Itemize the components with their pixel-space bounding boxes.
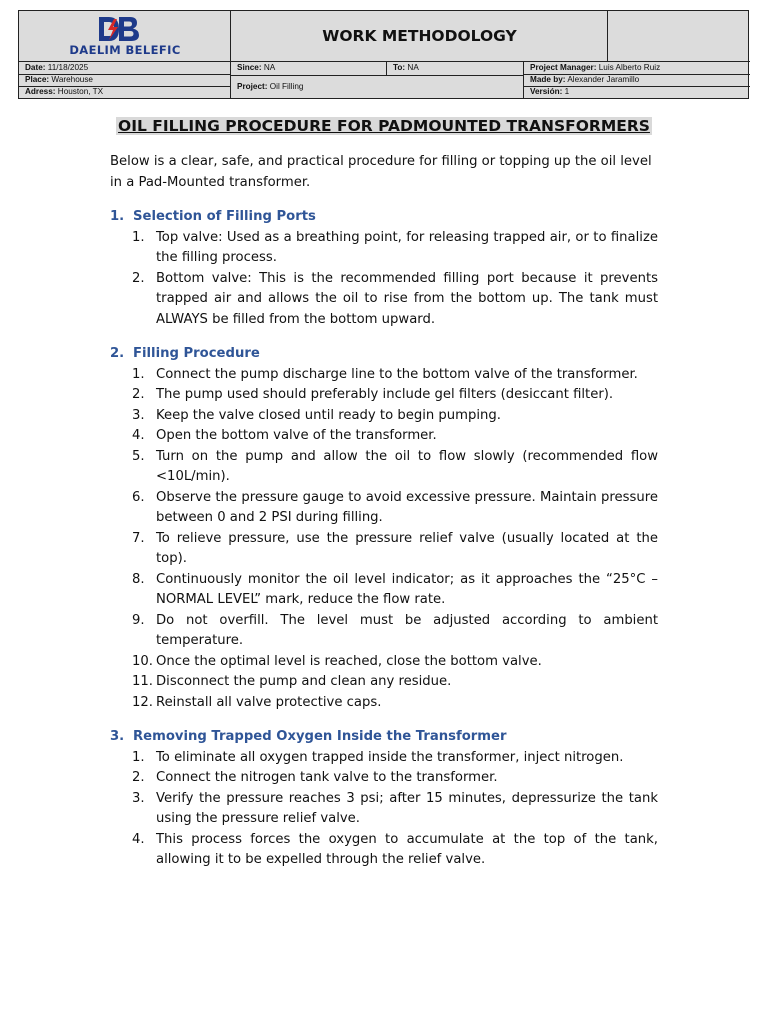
list-item-text: Disconnect the pump and clean any residue.: [156, 674, 452, 689]
list-item: [110, 611, 658, 652]
list-item-number: 3.: [132, 407, 145, 423]
header-title: WORK METHODOLOGY: [322, 27, 517, 45]
date-field: Date: 11/18/2025: [25, 63, 89, 72]
list-item-number: 5.: [132, 448, 145, 464]
list-item: [110, 365, 658, 386]
list-item: [110, 488, 658, 529]
made-by-field: Made by: Alexander Jaramillo: [530, 75, 640, 84]
place-field: Place: Warehouse: [25, 75, 93, 84]
list-item: [110, 269, 658, 331]
list-item-text: Open the bottom valve of the transformer.: [156, 428, 437, 443]
version-field: Versión: 1: [530, 87, 570, 96]
list-item-text: Once the optimal level is reached, close the bottom valve.: [156, 653, 542, 669]
list-item-number: 12.: [132, 694, 153, 710]
list-item: [110, 385, 658, 406]
list-item-text: To eliminate all oxygen trapped inside the transformer, inject nitrogen.: [156, 749, 624, 765]
list-item-number: 1.: [132, 749, 145, 765]
company-logo: [19, 11, 231, 61]
list-item-number: 11.: [132, 674, 153, 689]
list-item: [110, 652, 658, 673]
address-field: Adress: Houston, TX: [25, 87, 104, 96]
list-item-text: Verify the pressure reaches 3 psi; after 15 minutes, depressurize the tank using the pressure relief valve.: [156, 790, 658, 826]
document-header: [18, 10, 749, 99]
list-item-text: Connect the nitrogen tank valve to the transformer.: [156, 770, 498, 785]
section-title: Filling Procedure: [133, 346, 260, 361]
section-steps-list: [110, 748, 658, 871]
logo-text: DAELIM BELEFIC: [69, 43, 181, 57]
list-item-number: 1.: [132, 229, 145, 245]
list-item-text: Continuously monitor the oil level indicator; as it approaches the “25°C – NORMAL LEVEL” mark, reduce the flow rate.: [156, 571, 658, 607]
section-number: 1.: [110, 209, 125, 224]
procedure-sections: [110, 207, 658, 871]
section-steps-list: [110, 228, 658, 331]
list-item-text: Top valve: Used as a breathing point, for releasing trapped air, or to finalize the filling process.: [156, 229, 658, 265]
list-item: [110, 406, 658, 427]
list-item-number: 2.: [132, 387, 145, 402]
list-item: [110, 529, 658, 570]
list-item-number: 6.: [132, 489, 145, 505]
list-item-text: Reinstall all valve protective caps.: [156, 694, 382, 710]
to-field: To: NA: [393, 63, 419, 72]
section-number: 3.: [110, 729, 125, 744]
list-item-number: 2.: [132, 770, 145, 785]
list-item-number: 2.: [132, 270, 145, 286]
list-item-number: 8.: [132, 571, 145, 587]
list-item-text: This process forces the oxygen to accumulate at the top of the tank, allowing it to be expelled through the relief valve.: [156, 831, 658, 867]
list-item-text: Do not overfill. The level must be adjusted according to ambient temperature.: [156, 612, 658, 648]
list-item: [110, 570, 658, 611]
section-title: Removing Trapped Oxygen Inside the Transformer: [133, 729, 507, 744]
list-item-number: 9.: [132, 612, 145, 628]
list-item-text: Turn on the pump and allow the oil to flow slowly (recommended flow <10L/min).: [156, 448, 658, 484]
list-item-number: 7.: [132, 530, 145, 546]
section-heading: [110, 727, 658, 748]
list-item-text: To relieve pressure, use the pressure relief valve (usually located at the top).: [156, 530, 658, 566]
document-body: [110, 152, 658, 885]
list-item: [110, 228, 658, 269]
list-item-text: Observe the pressure gauge to avoid excessive pressure. Maintain pressure between 0 and 2 PSI during filling.: [156, 489, 658, 525]
daelim-belefic-logo-mark: [97, 16, 141, 42]
list-item: [110, 426, 658, 447]
section-title: Selection of Filling Ports: [133, 209, 316, 224]
document-title: OIL FILLING PROCEDURE FOR PADMOUNTED TRANSFORMERS: [118, 117, 650, 135]
list-item: [110, 830, 658, 871]
list-item: [110, 693, 658, 714]
list-item-text: Keep the valve closed until ready to begin pumping.: [156, 407, 501, 423]
list-item-text: Connect the pump discharge line to the bottom valve of the transformer.: [156, 366, 638, 382]
list-item-text: Bottom valve: This is the recommended filling port because it prevents trapped air and allows the oil to rise from the bottom up. The tank must ALWAYS be filled from the bottom upward.: [156, 270, 658, 327]
since-field: Since: NA: [237, 63, 276, 72]
section-number: 2.: [110, 346, 125, 361]
list-item-text: The pump used should preferably include gel filters (desiccant filter).: [156, 387, 614, 402]
list-item: [110, 768, 658, 789]
list-item-number: 10.: [132, 653, 153, 669]
list-item-number: 3.: [132, 790, 145, 806]
list-item: [110, 789, 658, 830]
intro-paragraph: Below is a clear, safe, and practical procedure for filling or topping up the oil level in a Pad-Mounted transformer.: [110, 154, 652, 190]
project-field: Project: Oil Filling: [237, 82, 304, 91]
section-steps-list: [110, 365, 658, 714]
list-item-number: 4.: [132, 831, 145, 847]
list-item: [110, 672, 658, 693]
project-manager-field: Project Manager: Luis Alberto Ruiz: [530, 63, 661, 72]
section-heading: [110, 344, 658, 365]
list-item-number: 1.: [132, 366, 145, 382]
document-title-wrap: [0, 116, 768, 135]
list-item: [110, 748, 658, 769]
section-heading: [110, 207, 658, 228]
list-item: [110, 447, 658, 488]
list-item-number: 4.: [132, 428, 145, 443]
